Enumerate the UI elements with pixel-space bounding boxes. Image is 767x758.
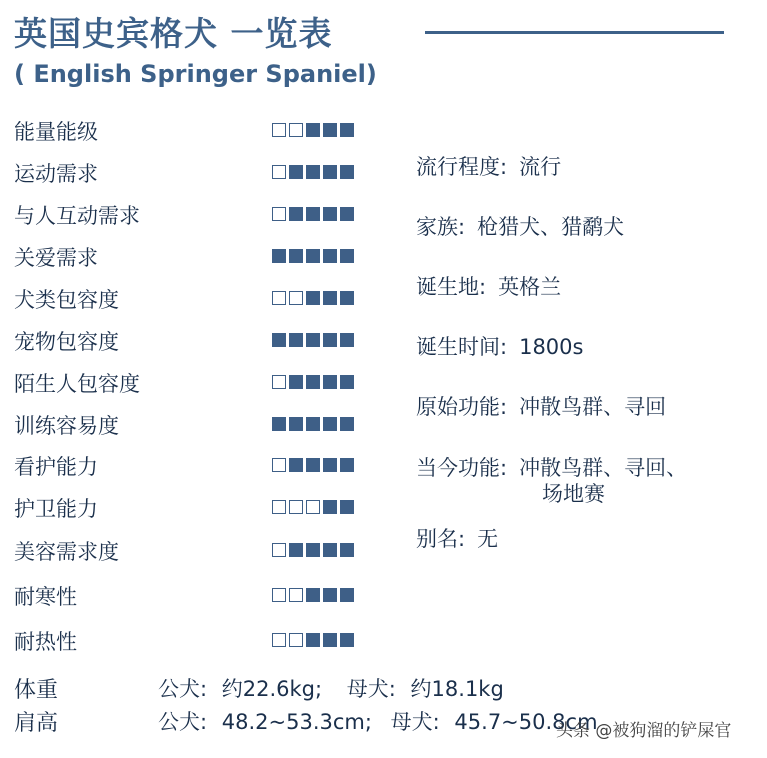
rating-filled-square [306, 375, 320, 389]
rating-empty-square [272, 123, 286, 137]
rating-filled-square [306, 123, 320, 137]
trait-rating [272, 165, 354, 179]
trait-label: 耐寒性 [14, 585, 77, 609]
rating-filled-square [289, 417, 303, 431]
info-family [416, 211, 624, 241]
trait-label: 关爱需求 [14, 246, 98, 270]
rating-filled-square [289, 458, 303, 472]
weight-male-value: 约22.6kg; [221, 677, 323, 701]
trait-rating [272, 333, 354, 347]
rating-empty-square [272, 458, 286, 472]
rating-filled-square [340, 333, 354, 347]
rating-filled-square [323, 417, 337, 431]
trait-rating [272, 633, 354, 647]
rating-filled-square [289, 165, 303, 179]
rating-filled-square [340, 458, 354, 472]
rating-filled-square [323, 333, 337, 347]
rating-filled-square [272, 249, 286, 263]
info-label: 别名: [416, 527, 466, 551]
trait-label: 看护能力 [14, 455, 98, 479]
rating-filled-square [340, 291, 354, 305]
weight-values [158, 673, 504, 703]
rating-filled-square [340, 633, 354, 647]
info-original-function [416, 391, 666, 421]
rating-filled-square [289, 375, 303, 389]
trait-rating [272, 249, 354, 263]
trait-rating [272, 207, 354, 221]
rating-empty-square [272, 207, 286, 221]
rating-filled-square [323, 375, 337, 389]
info-popularity [416, 151, 561, 181]
height-label: 肩高 [14, 711, 59, 736]
rating-filled-square [306, 458, 320, 472]
rating-empty-square [306, 500, 320, 514]
rating-filled-square [340, 249, 354, 263]
trait-label: 陌生人包容度 [14, 372, 140, 396]
trait-rating [272, 291, 354, 305]
rating-filled-square [340, 500, 354, 514]
info-origin [416, 271, 561, 301]
trait-label: 能量能级 [14, 120, 98, 144]
rating-filled-square [289, 333, 303, 347]
rating-empty-square [289, 123, 303, 137]
rating-filled-square [306, 588, 320, 602]
trait-label: 护卫能力 [14, 497, 98, 521]
rating-filled-square [323, 123, 337, 137]
rating-empty-square [289, 291, 303, 305]
rating-filled-square [340, 123, 354, 137]
rating-empty-square [272, 500, 286, 514]
info-value: 1800s [519, 335, 584, 359]
height-male-label: 公犬: [158, 710, 208, 734]
rating-empty-square [272, 291, 286, 305]
rating-empty-square [272, 375, 286, 389]
weight-female-value: 约18.1kg [410, 677, 504, 701]
rating-filled-square [323, 588, 337, 602]
trait-rating [272, 375, 354, 389]
rating-filled-square [340, 417, 354, 431]
info-label: 原始功能: [416, 395, 508, 419]
page-subtitle: ( English Springer Spaniel) [14, 60, 377, 88]
height-values [158, 706, 598, 736]
info-value: 无 [477, 527, 499, 551]
weight-female-label: 母犬: [346, 677, 396, 701]
page-title: 英国史宾格犬 一览表 [14, 14, 333, 53]
height-female-label: 母犬: [390, 710, 440, 734]
trait-label: 宠物包容度 [14, 330, 119, 354]
trait-rating [272, 123, 354, 137]
rating-filled-square [306, 417, 320, 431]
rating-empty-square [272, 543, 286, 557]
info-value: 枪猎犬、猎鹬犬 [477, 215, 625, 239]
rating-filled-square [340, 543, 354, 557]
trait-rating [272, 588, 354, 602]
rating-filled-square [272, 333, 286, 347]
rating-filled-square [306, 633, 320, 647]
rating-filled-square [306, 543, 320, 557]
rating-empty-square [272, 633, 286, 647]
trait-rating [272, 417, 354, 431]
rating-filled-square [306, 207, 320, 221]
info-alias [416, 523, 498, 553]
rating-filled-square [323, 458, 337, 472]
rating-filled-square [323, 543, 337, 557]
info-value: 流行 [519, 155, 562, 179]
info-label: 家族: [416, 215, 466, 239]
rating-filled-square [340, 165, 354, 179]
rating-filled-square [272, 417, 286, 431]
trait-label: 耐热性 [14, 630, 77, 654]
info-value: 冲散鸟群、寻回、 [519, 456, 688, 480]
rating-empty-square [289, 588, 303, 602]
rating-filled-square [323, 165, 337, 179]
rating-filled-square [323, 633, 337, 647]
weight-label: 体重 [14, 678, 59, 703]
rating-filled-square [289, 543, 303, 557]
trait-label: 训练容易度 [14, 414, 119, 438]
height-female-value: 45.7~50.8cm [454, 710, 598, 734]
trait-label: 与人互动需求 [14, 204, 140, 228]
rating-filled-square [323, 249, 337, 263]
trait-rating [272, 458, 354, 472]
trait-label: 运动需求 [14, 162, 98, 186]
rating-filled-square [306, 249, 320, 263]
rating-empty-square [272, 165, 286, 179]
rating-empty-square [289, 633, 303, 647]
rating-filled-square [306, 165, 320, 179]
rating-filled-square [340, 207, 354, 221]
info-value: 英格兰 [498, 275, 562, 299]
info-current-function-line2: 场地赛 [542, 482, 605, 506]
watermark: 头条 @被狗溜的铲屎官 [556, 721, 732, 741]
rating-filled-square [340, 375, 354, 389]
trait-label: 犬类包容度 [14, 288, 119, 312]
info-label: 诞生地: [416, 275, 487, 299]
rating-filled-square [323, 207, 337, 221]
info-label: 当今功能: [416, 456, 508, 480]
info-label: 诞生时间: [416, 335, 508, 359]
title-divider [425, 31, 724, 34]
weight-male-label: 公犬: [158, 677, 208, 701]
trait-rating [272, 543, 354, 557]
rating-empty-square [272, 588, 286, 602]
info-label: 流行程度: [416, 155, 508, 179]
rating-empty-square [289, 500, 303, 514]
rating-filled-square [306, 291, 320, 305]
info-origin-time [416, 331, 583, 361]
info-value: 冲散鸟群、寻回 [519, 395, 667, 419]
rating-filled-square [323, 500, 337, 514]
rating-filled-square [289, 249, 303, 263]
rating-filled-square [340, 588, 354, 602]
trait-label: 美容需求度 [14, 540, 119, 564]
rating-filled-square [289, 207, 303, 221]
rating-filled-square [306, 333, 320, 347]
trait-rating [272, 500, 354, 514]
height-male-value: 48.2~53.3cm; [221, 710, 372, 734]
rating-filled-square [323, 291, 337, 305]
